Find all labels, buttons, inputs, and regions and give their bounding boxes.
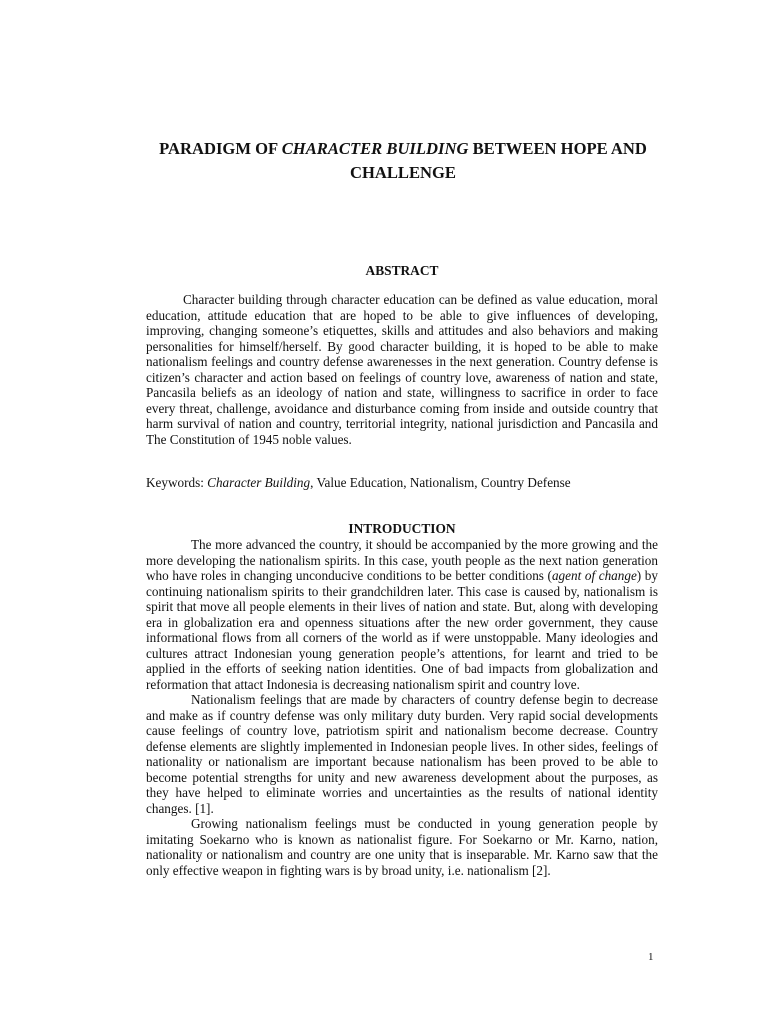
title-text-start: PARADIGM OF: [159, 139, 282, 158]
title-text-end: BETWEEN HOPE AND CHALLENGE: [349, 139, 647, 182]
paragraph-1-text-start: The more advanced the country, it should be accompanied by the more growing and the more developing the nationalism spirits. In this case, youth people as the next nation generation who have roles in changing unconducive conditions to be better conditions (: [146, 537, 658, 583]
keywords-italic: Character Building: [207, 475, 311, 490]
paragraph-1-text-end: ) by continuing nationalism spirits to their grandchildren later. This case is caused by, nationalism is spirit that move all people elements in their lives of nation and state. But, along with developing era in globalization era and openness situations after the new order government, they cause informational flows from all corners of the world as if were unstoppable. Many ideologies and cultures attract Indonesian young generation people’s attentions, for learnt and tried to be applied in the efforts of seeking nation identities. One of bad impacts from globalization and reformation that attact Indonesia is decreasing nationalism spirit and country love.: [146, 568, 658, 692]
abstract-body: [146, 292, 658, 447]
introduction-body: [146, 537, 658, 878]
introduction-paragraph-2: Nationalism feelings that are made by characters of country defense begin to decrease and make as if country defense was only military duty burden. Very rapid social developments cause feelings of country love, patriotism spirit and nationalism become decrease. Country defense elements are slightly implemented in Indonesian people lives. In other sides, feelings of nationality or nationalism are important because nationalism has been proved to be able to become potential strengths for unity and new awareness development about the purposes, as they have helped to eliminate worries and uncertainties as the results of national identity changes. [1].: [146, 692, 658, 816]
keywords-rest: , Value Education, Nationalism, Country Defense: [310, 475, 571, 490]
title-text-italic: CHARACTER BUILDING: [281, 139, 469, 158]
abstract-paragraph: Character building through character education can be defined as value education, moral education, attitude education that are hoped to be able to give influences of developing, improving, changing someone’s etiquettes, skills and attitudes and also behaviors and making personalities for himself/herself. By good character building, it is hoped to be able to make nationalism feelings and country defense awarenesses in the next generation. Country defense is citizen’s character and action based on feelings of country love, awareness of nation and state, Pancasila beliefs as an ideology of nation and state, willingness to sacrifice in order to face every threat, challenge, avoidance and disturbance coming from inside and outside country that harm survival of nation and country, territorial integrity, national jurisdiction and Pancasila and The Constitution of 1945 noble values.: [146, 292, 658, 447]
page-number: 1: [648, 951, 654, 963]
introduction-paragraph-1: [146, 537, 658, 692]
introduction-heading: INTRODUCTION: [348, 521, 456, 536]
paper-title: [130, 137, 676, 185]
paragraph-1-italic: agent of change: [551, 568, 637, 583]
abstract-heading: ABSTRACT: [365, 263, 439, 278]
introduction-paragraph-3: Growing nationalism feelings must be conducted in young generation people by imitating Soekarno who is known as nationalist figure. For Soekarno or Mr. Karno, nation, nationality or nationalism and country are one unity that is inseparable. Mr. Karno saw that the only effective weapon in fighting wars is by broad unity, i.e. nationalism [2].: [146, 816, 658, 878]
keywords-line: [146, 475, 658, 491]
keywords-label: Keywords:: [146, 475, 208, 490]
